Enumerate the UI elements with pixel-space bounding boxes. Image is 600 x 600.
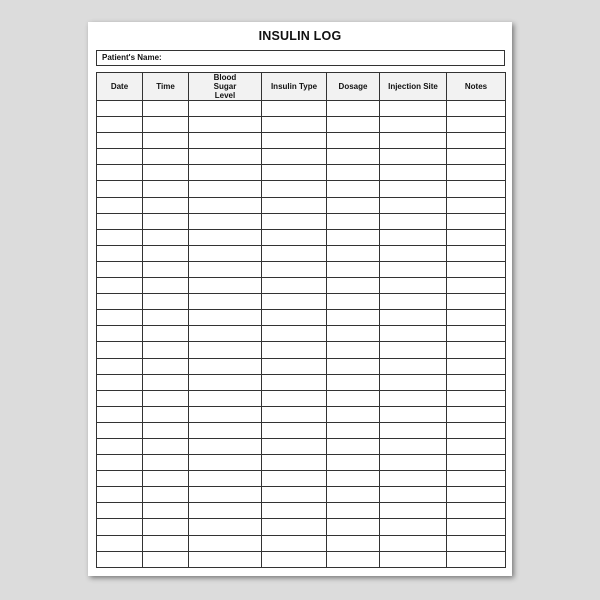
log-cell[interactable] bbox=[97, 149, 143, 165]
log-cell[interactable] bbox=[262, 261, 327, 277]
log-cell[interactable] bbox=[143, 326, 189, 342]
log-cell[interactable] bbox=[327, 438, 380, 454]
log-cell[interactable] bbox=[380, 310, 447, 326]
log-cell[interactable] bbox=[327, 471, 380, 487]
log-cell[interactable] bbox=[97, 390, 143, 406]
log-cell[interactable] bbox=[262, 438, 327, 454]
log-cell[interactable] bbox=[143, 487, 189, 503]
log-cell[interactable] bbox=[327, 406, 380, 422]
table-row bbox=[97, 310, 506, 326]
column-header-date: Date bbox=[97, 73, 143, 101]
table-row bbox=[97, 438, 506, 454]
log-cell[interactable] bbox=[262, 326, 327, 342]
table-row bbox=[97, 551, 506, 567]
log-cell[interactable] bbox=[189, 261, 262, 277]
log-table-body bbox=[97, 101, 506, 568]
log-cell[interactable] bbox=[97, 471, 143, 487]
log-cell[interactable] bbox=[327, 133, 380, 149]
log-cell[interactable] bbox=[97, 133, 143, 149]
log-cell[interactable] bbox=[447, 326, 506, 342]
log-cell[interactable] bbox=[97, 503, 143, 519]
log-cell[interactable] bbox=[380, 181, 447, 197]
blood-sugar-header-text: Blood Sugar Level bbox=[213, 73, 237, 100]
table-row bbox=[97, 197, 506, 213]
table-row bbox=[97, 245, 506, 261]
log-cell[interactable] bbox=[189, 422, 262, 438]
log-cell[interactable] bbox=[447, 294, 506, 310]
table-row bbox=[97, 261, 506, 277]
log-cell[interactable] bbox=[143, 101, 189, 117]
log-cell[interactable] bbox=[143, 519, 189, 535]
log-cell[interactable] bbox=[380, 342, 447, 358]
log-cell[interactable] bbox=[97, 551, 143, 567]
table-row bbox=[97, 117, 506, 133]
log-cell[interactable] bbox=[189, 278, 262, 294]
column-header-blood-sugar-level bbox=[189, 73, 262, 101]
table-row bbox=[97, 213, 506, 229]
log-cell[interactable] bbox=[97, 213, 143, 229]
log-cell[interactable] bbox=[262, 503, 327, 519]
log-cell[interactable] bbox=[327, 181, 380, 197]
log-cell[interactable] bbox=[97, 278, 143, 294]
log-cell[interactable] bbox=[327, 117, 380, 133]
log-cell[interactable] bbox=[447, 503, 506, 519]
log-cell[interactable] bbox=[143, 455, 189, 471]
log-cell[interactable] bbox=[189, 101, 262, 117]
log-cell[interactable] bbox=[143, 197, 189, 213]
log-cell[interactable] bbox=[447, 487, 506, 503]
log-cell[interactable] bbox=[262, 487, 327, 503]
table-row bbox=[97, 326, 506, 342]
log-cell[interactable] bbox=[262, 471, 327, 487]
log-cell[interactable] bbox=[189, 197, 262, 213]
log-cell[interactable] bbox=[327, 197, 380, 213]
table-row bbox=[97, 535, 506, 551]
log-cell[interactable] bbox=[143, 422, 189, 438]
column-header-dosage: Dosage bbox=[327, 73, 380, 101]
log-cell[interactable] bbox=[447, 149, 506, 165]
log-cell[interactable] bbox=[189, 342, 262, 358]
log-cell[interactable] bbox=[380, 261, 447, 277]
log-cell[interactable] bbox=[97, 197, 143, 213]
log-cell[interactable] bbox=[262, 229, 327, 245]
log-cell[interactable] bbox=[380, 229, 447, 245]
log-cell[interactable] bbox=[380, 374, 447, 390]
log-cell[interactable] bbox=[447, 438, 506, 454]
log-cell[interactable] bbox=[447, 117, 506, 133]
column-header-time: Time bbox=[143, 73, 189, 101]
log-cell[interactable] bbox=[189, 213, 262, 229]
log-cell[interactable] bbox=[189, 551, 262, 567]
log-cell[interactable] bbox=[262, 294, 327, 310]
log-cell[interactable] bbox=[143, 229, 189, 245]
column-header-injection-site: Injection Site bbox=[380, 73, 447, 101]
table-row bbox=[97, 487, 506, 503]
log-cell[interactable] bbox=[447, 197, 506, 213]
log-cell[interactable] bbox=[262, 181, 327, 197]
log-cell[interactable] bbox=[262, 551, 327, 567]
log-cell[interactable] bbox=[189, 117, 262, 133]
log-cell[interactable] bbox=[380, 245, 447, 261]
log-cell[interactable] bbox=[143, 245, 189, 261]
table-row bbox=[97, 422, 506, 438]
log-cell[interactable] bbox=[380, 326, 447, 342]
log-cell[interactable] bbox=[327, 165, 380, 181]
log-cell[interactable] bbox=[143, 535, 189, 551]
log-cell[interactable] bbox=[189, 229, 262, 245]
log-cell[interactable] bbox=[380, 455, 447, 471]
log-cell[interactable] bbox=[262, 165, 327, 181]
log-cell[interactable] bbox=[380, 390, 447, 406]
log-cell[interactable] bbox=[327, 390, 380, 406]
log-cell[interactable] bbox=[97, 519, 143, 535]
log-cell[interactable] bbox=[327, 503, 380, 519]
log-cell[interactable] bbox=[143, 278, 189, 294]
log-cell[interactable] bbox=[143, 294, 189, 310]
log-cell[interactable] bbox=[97, 165, 143, 181]
log-cell[interactable] bbox=[327, 149, 380, 165]
log-cell[interactable] bbox=[189, 149, 262, 165]
log-cell[interactable] bbox=[189, 487, 262, 503]
log-cell[interactable] bbox=[380, 487, 447, 503]
log-cell[interactable] bbox=[143, 406, 189, 422]
log-cell[interactable] bbox=[189, 455, 262, 471]
log-cell[interactable] bbox=[262, 245, 327, 261]
column-header-insulin-type: Insulin Type bbox=[262, 73, 327, 101]
log-cell[interactable] bbox=[262, 374, 327, 390]
table-row bbox=[97, 503, 506, 519]
patient-name-label: Patient's Name: bbox=[102, 53, 162, 62]
patient-name-field[interactable] bbox=[96, 50, 505, 66]
log-cell[interactable] bbox=[97, 117, 143, 133]
log-cell[interactable] bbox=[447, 519, 506, 535]
log-cell[interactable] bbox=[327, 294, 380, 310]
log-cell[interactable] bbox=[447, 471, 506, 487]
log-cell[interactable] bbox=[143, 117, 189, 133]
log-cell[interactable] bbox=[189, 535, 262, 551]
log-cell[interactable] bbox=[143, 213, 189, 229]
log-cell[interactable] bbox=[447, 535, 506, 551]
log-cell[interactable] bbox=[97, 406, 143, 422]
log-cell[interactable] bbox=[447, 165, 506, 181]
log-cell[interactable] bbox=[143, 471, 189, 487]
log-cell[interactable] bbox=[327, 374, 380, 390]
table-row bbox=[97, 455, 506, 471]
log-cell[interactable] bbox=[262, 535, 327, 551]
log-cell[interactable] bbox=[97, 455, 143, 471]
table-row bbox=[97, 358, 506, 374]
log-cell[interactable] bbox=[262, 149, 327, 165]
log-cell[interactable] bbox=[447, 310, 506, 326]
log-cell[interactable] bbox=[189, 133, 262, 149]
log-cell[interactable] bbox=[262, 117, 327, 133]
log-cell[interactable] bbox=[380, 101, 447, 117]
log-cell[interactable] bbox=[97, 535, 143, 551]
log-cell[interactable] bbox=[189, 326, 262, 342]
log-cell[interactable] bbox=[97, 374, 143, 390]
log-cell[interactable] bbox=[447, 358, 506, 374]
log-cell[interactable] bbox=[380, 165, 447, 181]
log-cell[interactable] bbox=[380, 471, 447, 487]
log-cell[interactable] bbox=[262, 310, 327, 326]
log-cell[interactable] bbox=[262, 358, 327, 374]
log-cell[interactable] bbox=[143, 165, 189, 181]
log-cell[interactable] bbox=[380, 535, 447, 551]
log-cell[interactable] bbox=[447, 278, 506, 294]
table-row bbox=[97, 229, 506, 245]
log-cell[interactable] bbox=[380, 197, 447, 213]
log-cell[interactable] bbox=[380, 278, 447, 294]
log-cell[interactable] bbox=[262, 390, 327, 406]
log-cell[interactable] bbox=[327, 358, 380, 374]
log-cell[interactable] bbox=[327, 213, 380, 229]
table-row bbox=[97, 519, 506, 535]
table-row bbox=[97, 406, 506, 422]
log-cell[interactable] bbox=[143, 503, 189, 519]
log-cell[interactable] bbox=[447, 374, 506, 390]
log-cell[interactable] bbox=[327, 551, 380, 567]
log-cell[interactable] bbox=[380, 213, 447, 229]
log-cell[interactable] bbox=[447, 390, 506, 406]
table-row bbox=[97, 181, 506, 197]
log-cell[interactable] bbox=[447, 261, 506, 277]
log-cell[interactable] bbox=[262, 278, 327, 294]
log-cell[interactable] bbox=[189, 406, 262, 422]
log-cell[interactable] bbox=[97, 181, 143, 197]
log-cell[interactable] bbox=[380, 149, 447, 165]
column-header-notes: Notes bbox=[447, 73, 506, 101]
log-cell[interactable] bbox=[262, 342, 327, 358]
table-row bbox=[97, 374, 506, 390]
table-row bbox=[97, 149, 506, 165]
log-cell[interactable] bbox=[327, 310, 380, 326]
log-cell[interactable] bbox=[189, 310, 262, 326]
log-cell[interactable] bbox=[447, 181, 506, 197]
log-cell[interactable] bbox=[143, 149, 189, 165]
log-cell[interactable] bbox=[327, 278, 380, 294]
log-cell[interactable] bbox=[189, 519, 262, 535]
log-cell[interactable] bbox=[143, 551, 189, 567]
table-header-row bbox=[97, 73, 506, 101]
log-cell[interactable] bbox=[327, 422, 380, 438]
table-row bbox=[97, 278, 506, 294]
log-cell[interactable] bbox=[97, 326, 143, 342]
log-cell[interactable] bbox=[380, 422, 447, 438]
log-cell[interactable] bbox=[262, 406, 327, 422]
log-cell[interactable] bbox=[380, 551, 447, 567]
log-cell[interactable] bbox=[262, 197, 327, 213]
log-cell[interactable] bbox=[189, 503, 262, 519]
table-row bbox=[97, 471, 506, 487]
table-row bbox=[97, 101, 506, 117]
log-cell[interactable] bbox=[447, 406, 506, 422]
log-cell[interactable] bbox=[189, 165, 262, 181]
log-cell[interactable] bbox=[97, 487, 143, 503]
log-cell[interactable] bbox=[143, 374, 189, 390]
log-cell[interactable] bbox=[97, 261, 143, 277]
log-cell[interactable] bbox=[447, 101, 506, 117]
log-cell[interactable] bbox=[327, 342, 380, 358]
log-cell[interactable] bbox=[327, 535, 380, 551]
log-cell[interactable] bbox=[262, 213, 327, 229]
log-cell[interactable] bbox=[262, 519, 327, 535]
log-cell[interactable] bbox=[97, 422, 143, 438]
log-cell[interactable] bbox=[97, 342, 143, 358]
log-cell[interactable] bbox=[327, 229, 380, 245]
document-title: INSULIN LOG bbox=[258, 29, 342, 43]
log-cell[interactable] bbox=[447, 342, 506, 358]
log-cell[interactable] bbox=[327, 326, 380, 342]
table-row bbox=[97, 390, 506, 406]
log-cell[interactable] bbox=[380, 294, 447, 310]
log-cell[interactable] bbox=[97, 229, 143, 245]
log-sheet bbox=[88, 22, 512, 576]
log-cell[interactable] bbox=[189, 181, 262, 197]
log-cell[interactable] bbox=[97, 358, 143, 374]
log-cell[interactable] bbox=[447, 551, 506, 567]
table-row bbox=[97, 133, 506, 149]
log-cell[interactable] bbox=[262, 101, 327, 117]
log-cell[interactable] bbox=[262, 422, 327, 438]
log-cell[interactable] bbox=[380, 358, 447, 374]
log-cell[interactable] bbox=[189, 438, 262, 454]
log-cell[interactable] bbox=[143, 133, 189, 149]
log-cell[interactable] bbox=[327, 101, 380, 117]
table-row bbox=[97, 294, 506, 310]
log-cell[interactable] bbox=[143, 390, 189, 406]
log-cell[interactable] bbox=[143, 438, 189, 454]
log-cell[interactable] bbox=[380, 438, 447, 454]
log-cell[interactable] bbox=[97, 294, 143, 310]
log-cell[interactable] bbox=[447, 245, 506, 261]
log-cell[interactable] bbox=[327, 261, 380, 277]
log-cell[interactable] bbox=[447, 455, 506, 471]
log-cell[interactable] bbox=[447, 229, 506, 245]
log-cell[interactable] bbox=[189, 471, 262, 487]
log-cell[interactable] bbox=[189, 294, 262, 310]
log-cell[interactable] bbox=[189, 390, 262, 406]
log-cell[interactable] bbox=[447, 213, 506, 229]
log-cell[interactable] bbox=[380, 117, 447, 133]
log-cell[interactable] bbox=[380, 133, 447, 149]
log-cell[interactable] bbox=[97, 438, 143, 454]
log-cell[interactable] bbox=[262, 455, 327, 471]
log-cell[interactable] bbox=[143, 310, 189, 326]
log-cell[interactable] bbox=[327, 455, 380, 471]
log-cell[interactable] bbox=[327, 487, 380, 503]
log-cell[interactable] bbox=[380, 503, 447, 519]
log-cell[interactable] bbox=[380, 406, 447, 422]
log-cell[interactable] bbox=[143, 358, 189, 374]
log-cell[interactable] bbox=[327, 519, 380, 535]
log-cell[interactable] bbox=[97, 245, 143, 261]
log-cell[interactable] bbox=[97, 101, 143, 117]
log-cell[interactable] bbox=[447, 133, 506, 149]
log-cell[interactable] bbox=[189, 358, 262, 374]
log-cell[interactable] bbox=[327, 245, 380, 261]
log-cell[interactable] bbox=[189, 374, 262, 390]
log-cell[interactable] bbox=[97, 310, 143, 326]
log-cell[interactable] bbox=[447, 422, 506, 438]
log-cell[interactable] bbox=[262, 133, 327, 149]
log-cell[interactable] bbox=[143, 261, 189, 277]
log-cell[interactable] bbox=[189, 245, 262, 261]
log-cell[interactable] bbox=[143, 181, 189, 197]
insulin-log-table bbox=[96, 72, 506, 568]
log-cell[interactable] bbox=[380, 519, 447, 535]
table-row bbox=[97, 165, 506, 181]
table-row bbox=[97, 342, 506, 358]
log-cell[interactable] bbox=[143, 342, 189, 358]
